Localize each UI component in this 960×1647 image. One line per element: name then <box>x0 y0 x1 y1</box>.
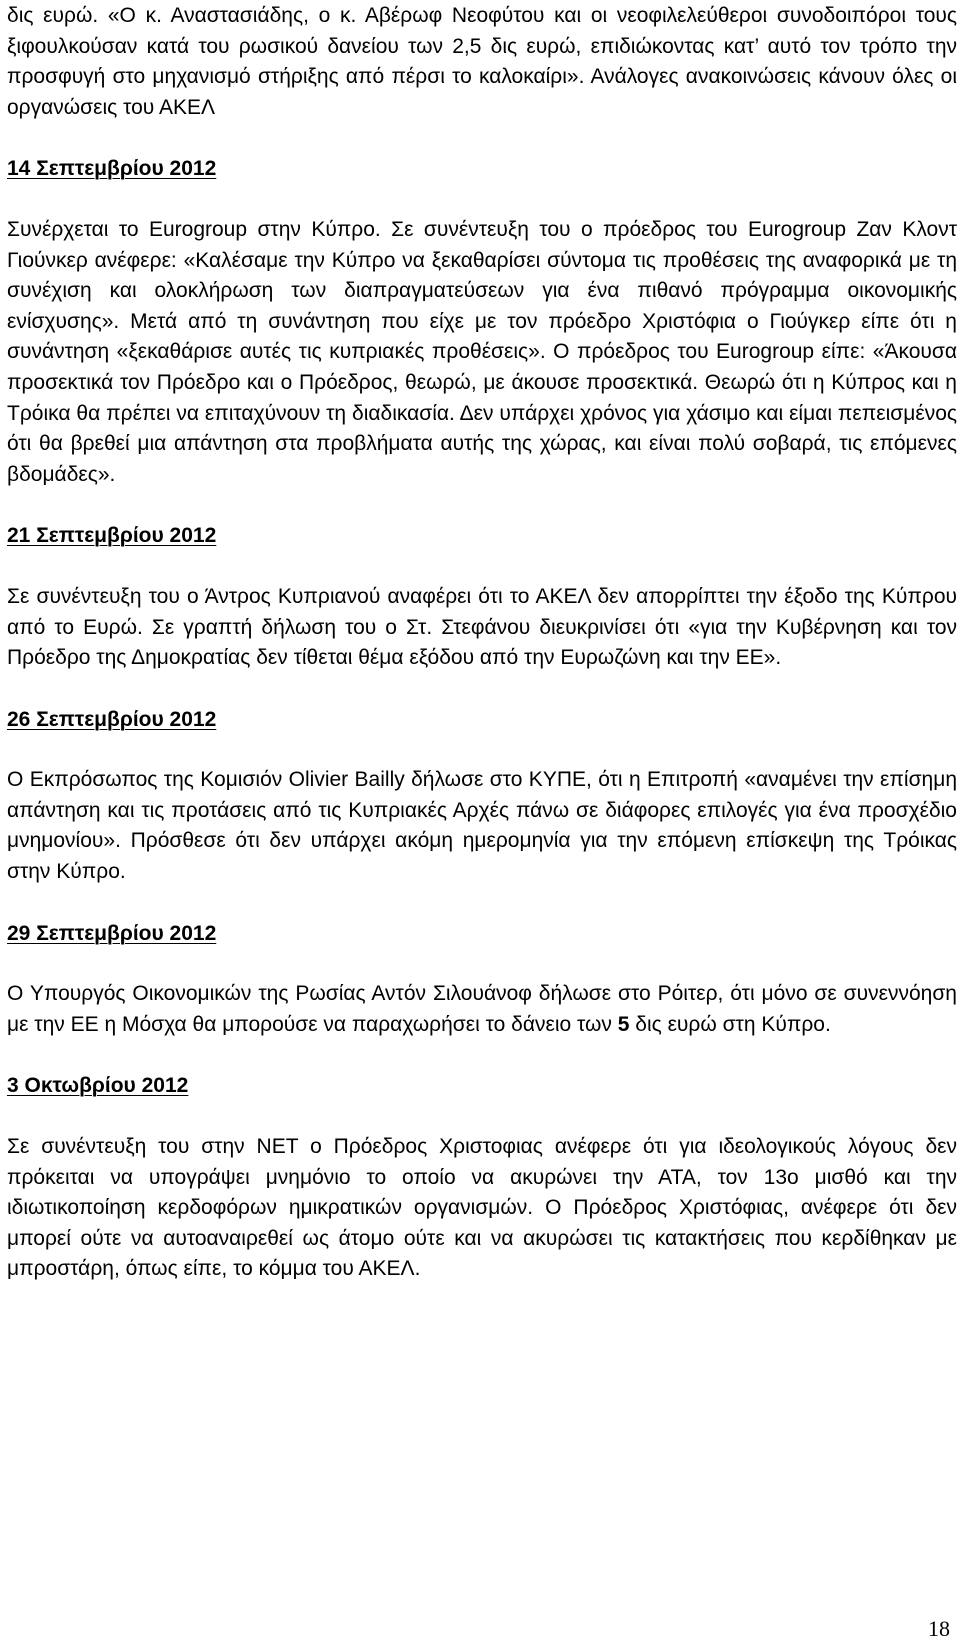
entry-paragraph-14-sep-2012: Συνέρχεται το Eurogroup στην Κύπρο. Σε συνέντευξη του ο πρόεδρος του Eurogroup Ζαν Κλοντ Γιούνκερ ανέφερε: «Καλέσαμε την Κύπρο να ξεκαθαρίσει σύντομα τις προθέσεις της αναφορικά με τη συνέχιση και ολοκλήρωση των διαπραγματεύσεων για ένα πιθανό πρόγραμμα οικονομικής ενίσχυσης». Μετά από τη συνάντηση που είχε με τον πρόεδρο Χριστόφια ο Γιούγκερ είπε ότι η συνάντηση «ξεκαθάρισε αυτές τις κυπριακές προθέσεις». Ο πρόεδρος του Eurogroup είπε: «Άκουσα προσεκτικά τον Πρόεδρο και ο Πρόεδρος, θεωρώ, με άκουσε προσεκτικά. Θεωρώ ότι η Κύπρος και η Τρόικα θα πρέπει να επιταχύνουν τη διαδικασία. Δεν υπάρχει χρόνος για χάσιμο και είμαι πεπεισμένος ότι θα βρεθεί μια απάντηση στα προβλήματα αυτής της χώρας, και είναι πολύ σοβαρά, τις επόμενες βδομάδες». <box>7 217 957 486</box>
entry-paragraph-3-oct-2012: Σε συνέντευξη του στην ΝΕΤ ο Πρόεδρος Χριστοφιας ανέφερε ότι για ιδεολογικούς λόγους δεν πρόκειται να υπογράψει μνημόνιο το οποίο να ακυρώνει την ΑΤΑ, τον 13ο μισθό και την ιδιωτικοποίηση κερδοφόρων ημικρατικών οργανισμών. Ο Πρόεδρος Χριστόφιας, ανέφερε ότι δεν μπορεί ούτε να αυτοαναιρεθεί ως άτομο ούτε και να ακυρώσει τις κατακτήσεις που κερδίθηκαν με μπροστάρη, όπως είπε, το κόμμα του ΑΚΕΛ. <box>7 1135 957 1281</box>
spacer <box>7 888 957 919</box>
entry-date-26-sep-2012: 26 Σεπτεμβρίου 2012 <box>7 707 217 731</box>
spacer <box>7 185 957 215</box>
document-body <box>7 1 957 1285</box>
entry-date-14-sep-2012: 14 Σεπτεμβρίου 2012 <box>7 157 217 181</box>
entry-date-29-sep-2012: 29 Σεπτεμβρίου 2012 <box>7 921 217 945</box>
entry-paragraph-26-sep-2012: Ο Εκπρόσωπος της Κομισιόν Olivier Bailly δήλωσε στο ΚΥΠΕ, ότι η Επιτροπή «αναμένει την επίσημη απάντηση και τις προτάσεις από τις Κυπριακές Αρχές πάνω σε διάφορες επιλογές για ένα προσχέδιο μνημονίου». Πρόσθεσε ότι δεν υπάρχει ακόμη ημερομηνία για την επόμενη επίσκεψη της Τρόικας στην Κύπρο. <box>7 768 957 884</box>
bold-amount: 5 <box>617 1012 630 1036</box>
entry-paragraph-21-sep-2012: Σε συνέντευξη του ο Άντρος Κυπριανού αναφέρει ότι το ΑΚΕΛ δεν απορρίπτει την έξοδο της Κύπρου από το Ευρώ. Σε γραπτή δήλωση του ο Στ. Στεφάνου διευκρινίσει ότι «για την Κυβέρνηση και τον Πρόεδρο της Δημοκρατίας δεν τίθεται θέμα εξόδου από την Ευρωζώνη και την ΕΕ». <box>7 584 957 670</box>
entry-text-part: Ο Υπουργός Οικονομικών της Ρωσίας Αντόν Σιλουάνοφ δήλωσε στο Ρόιτερ, ότι μόνο σε συνεννόηση με την ΕΕ η Μόσχα θα μπορούσε να παραχωρήσει το δάνειο των <box>7 982 957 1036</box>
entry-paragraph-29-sep-2012 <box>7 979 957 1040</box>
page-number: 18 <box>928 1616 950 1641</box>
spacer <box>7 552 957 582</box>
intro-paragraph: δις ευρώ. «Ο κ. Αναστασιάδης, ο κ. Αβέρωφ Νεοφύτου και οι νεοφιλελεύθεροι συνοδοιπόροι τους ξιφουλκούσαν κατά του ρωσικού δανείου των 2,5 δις ευρώ, επιδιώκοντας κατ’ αυτό τον τρόπο την προσφυγή στο μηχανισμό στήριξης από πέρσι το καλοκαίρι». Ανάλογες ανακοινώσεις κάνουν όλες οι οργανώσεις του ΑΚΕΛ <box>7 4 957 119</box>
entry-date-3-oct-2012: 3 Οκτωβρίου 2012 <box>7 1074 189 1098</box>
spacer <box>7 1102 957 1132</box>
spacer <box>7 1040 957 1071</box>
spacer <box>7 123 957 154</box>
spacer <box>7 949 957 979</box>
entry-text-part: δις ευρώ στη Κύπρο. <box>629 1012 831 1036</box>
spacer <box>7 674 957 705</box>
entry-date-21-sep-2012: 21 Σεπτεμβρίου 2012 <box>7 524 217 548</box>
spacer <box>7 490 957 521</box>
spacer <box>7 735 957 765</box>
